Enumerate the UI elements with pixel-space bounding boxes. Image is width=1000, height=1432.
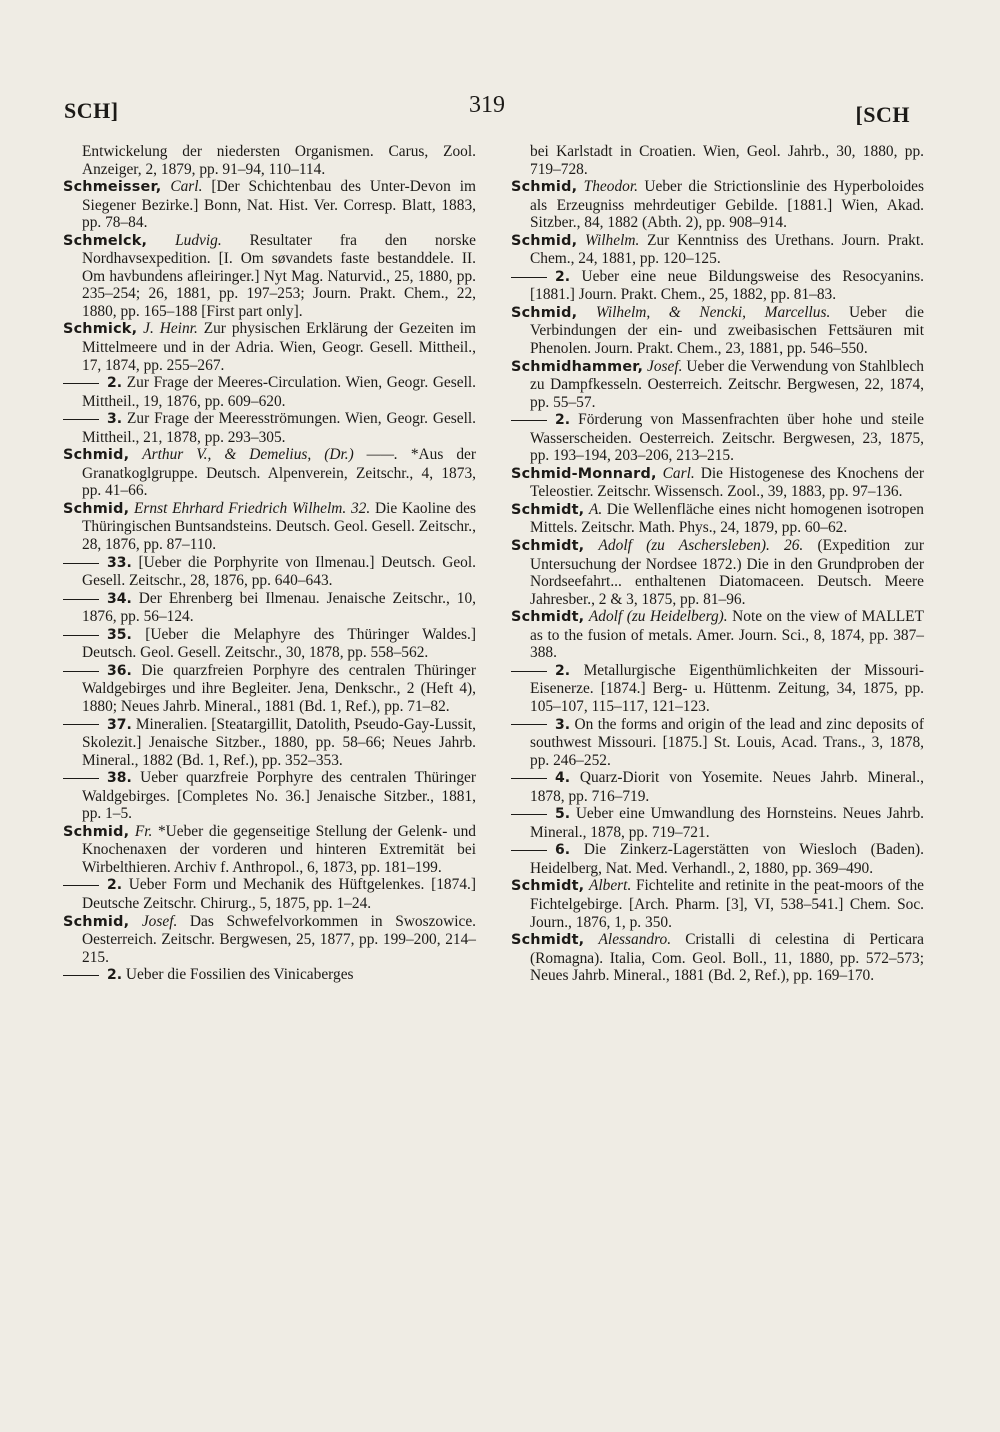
bibliography-entry xyxy=(511,411,924,465)
author-name: Schmid, xyxy=(511,179,578,196)
entry-number: 38. xyxy=(107,770,132,787)
ditto-dash xyxy=(63,563,99,564)
author-name: Schmidt, xyxy=(511,878,585,895)
ditto-dash xyxy=(63,635,99,636)
entry-text: Zur physischen Erklärung der Gezeiten im Mittelmeere und in der Adria. Wien, Geogr. Gesell. Mittheil., 17, 1874, pp. 255–267. xyxy=(82,320,476,374)
author-name: Schmidt, xyxy=(511,609,585,626)
bibliography-entry xyxy=(63,823,476,877)
ditto-dash xyxy=(63,383,99,384)
author-name: Schmid, xyxy=(63,500,130,517)
author-given-name: Ludvig. xyxy=(175,231,222,249)
entry-text: On the forms and origin of the lead and zinc deposits of southwest Missouri. [1875.] St. Louis, Acad. Trans., 3, 1878, pp. 246–252. xyxy=(530,715,924,769)
right-column xyxy=(511,143,924,985)
bibliography-entry xyxy=(511,662,924,716)
entry-text: Ueber eine neue Bildungsweise des Resocyanins. [1881.] Journ. Prakt. Chem., 25, 1882, pp. 81–83. xyxy=(530,267,924,304)
author-name: Schmid, xyxy=(511,232,578,249)
entry-text: Ueber die Verwendung von Stahlblech zu Dampfkesseln. Oesterreich. Zeitschr. Bergwesen, 22, 1874, pp. 55–57. xyxy=(530,357,924,411)
entry-text: Die Histogenese des Knochens der Teleostier. Zeitschr. Wissensch. Zool., 39, 1883, pp. 97–136. xyxy=(530,464,924,501)
author-given-name: Carl. xyxy=(662,464,695,482)
bibliography-entry xyxy=(63,178,476,232)
bibliography-entry xyxy=(63,374,476,410)
bibliography-entry xyxy=(63,716,476,770)
author-given-name: Carl. xyxy=(170,178,203,196)
ditto-dash xyxy=(63,599,99,600)
bibliography-entry xyxy=(511,716,924,770)
bibliography-entry xyxy=(63,590,476,626)
entry-text: (Expedition zur Untersuchung der Nordsee 1872.) Die in den Grundproben der Nordseefahrt... enthaltenen Diatomaceen. Deutsch. Meere Jahresber., 2 & 3, 1875, pp. 81–96. xyxy=(530,537,924,608)
bibliography-entry xyxy=(63,410,476,446)
ditto-dash xyxy=(511,850,547,851)
entry-number: 2. xyxy=(555,662,571,679)
entry-number: 2. xyxy=(555,268,571,285)
author-given-name: Josef. xyxy=(141,912,178,930)
ditto-dash xyxy=(63,419,99,420)
entry-text: Cristalli di celestina di Perticara (Romagna). Italia, Com. Geol. Boll., 11, 1880, pp. 572–573; Neues Jahrb. Mineral., 1881 (Bd. 2, Ref.), pp. 169–170. xyxy=(530,931,925,985)
entry-number: 2. xyxy=(107,967,123,984)
author-name: Schmidt, xyxy=(511,932,585,949)
entry-number: 35. xyxy=(107,626,132,643)
author-name: Schmidt, xyxy=(511,538,585,555)
entry-text: Entwickelung der niedersten Organismen. Carus, Zool. Anzeiger, 2, 1879, pp. 91–94, 110–114. xyxy=(82,143,476,178)
page-number: 319 xyxy=(469,92,505,118)
author-given-name: Adolf (zu Heidelberg). xyxy=(588,608,728,626)
entry-text: Die quarzfreien Porphyre des centralen Thüringer Waldgebirges und ihre Begleiter. Jena, Denkschr., 2 (Heft 4), 1880; Neues Jahrb. Mineral., 1881 (Bd. 1, Ref.), pp. 71–82. xyxy=(82,661,476,715)
bibliography-entry xyxy=(63,232,476,321)
author-given-name: J. Heinr. xyxy=(143,320,198,338)
ditto-dash xyxy=(511,724,547,725)
bibliography-entry xyxy=(63,626,476,662)
author-name: Schmid, xyxy=(511,304,578,321)
entry-text: [Der Schichtenbau des Unter-Devon im Siegener Bezirke.] Bonn, Nat. Hist. Ver. Corresp. Blatt, 1883, pp. 78–84. xyxy=(82,178,476,232)
author-name: Schmick, xyxy=(63,321,138,338)
entry-text: bei Karlstadt in Croatien. Wien, Geol. Jahrb., 30, 1880, pp. 719–728. xyxy=(530,143,924,178)
author-given-name: Wilhelm. xyxy=(585,231,640,249)
author-name: Schmelck, xyxy=(63,232,148,249)
bibliography-entry xyxy=(511,931,924,985)
entry-text: Ueber Form und Mechanik des Hüftgelenkes. [1874.] Deutsche Zeitschr. Chirurg., 5, 1875, pp. 1–24. xyxy=(82,876,476,912)
ditto-dash xyxy=(511,671,547,672)
ditto-dash xyxy=(63,975,99,976)
entry-text: Fichtelite and retinite in the peat-moors of the Fichtelgebirge. [Arch. Pharm. [3], VI, 538–541.] Chem. Soc. Journ., 1876, 1, p. 350. xyxy=(530,877,924,931)
left-column xyxy=(63,143,476,985)
author-given-name: Ernst Ehrhard Friedrich Wilhelm. 32. xyxy=(134,499,371,517)
bibliography-entry xyxy=(63,446,476,500)
entry-text: Ueber die Fossilien des Vinicaberges xyxy=(125,966,354,984)
author-name: Schmidhammer, xyxy=(511,358,644,375)
author-name: Schmid-Monnard, xyxy=(511,465,657,482)
entry-text: Der Ehrenberg bei Ilmenau. Jenaische Zeitschr., 10, 1876, pp. 56–124. xyxy=(82,589,476,626)
author-given-name: Adolf (zu Aschersleben). 26. xyxy=(598,537,804,555)
entry-text: Ueber die Verbindungen der ein- und zweibasischen Fettsäuren mit Phenolen. Journ. Prakt. Chem., 23, 1881, pp. 546–550. xyxy=(530,303,924,358)
ditto-dash xyxy=(63,778,99,779)
author-given-name: Josef. xyxy=(647,357,683,375)
ditto-dash xyxy=(63,671,99,672)
bibliography-entry xyxy=(511,178,924,232)
bibliography-entry xyxy=(63,662,476,716)
ditto-dash xyxy=(511,814,547,815)
entry-text: Zur Kenntniss des Urethans. Journ. Prakt. Chem., 24, 1881, pp. 120–125. xyxy=(530,231,924,268)
entry-number: 37. xyxy=(107,716,132,733)
entry-text: Quarz-Diorit von Yosemite. Neues Jahrb. Mineral., 1878, pp. 716–719. xyxy=(530,769,924,805)
author-given-name: Alessandro. xyxy=(598,931,672,949)
running-head xyxy=(64,92,910,128)
entry-number: 2. xyxy=(107,877,123,894)
entry-number: 4. xyxy=(555,770,571,787)
author-name: Schmid, xyxy=(63,823,130,840)
author-given-name: Arthur V., & Demelius, (Dr.) ——. xyxy=(142,446,398,464)
entry-text: Ueber quarzfreie Porphyre des centralen Thüringer Waldgebirges. [Completes No. 36.] Jenaische Sitzber., 1881, pp. 1–5. xyxy=(82,769,476,823)
bibliography-entry xyxy=(511,537,924,608)
bibliography-entry xyxy=(63,966,476,985)
bibliography-entry xyxy=(511,143,924,178)
entry-number: 3. xyxy=(107,411,123,428)
entry-text: Die Kaoline des Thüringischen Buntsandsteins. Deutsch. Geol. Gesell. Zeitschr., 28, 1876, pp. 87–110. xyxy=(82,499,476,554)
entry-number: 6. xyxy=(555,842,571,859)
entry-text: Förderung von Massenfrachten über hohe und steile Wasserscheiden. Oesterreich. Zeitschr. Bergwesen, 23, 1875, pp. 193–194, 203–206, 213–215. xyxy=(530,411,924,465)
bibliography-entry xyxy=(511,465,924,501)
author-given-name: A. xyxy=(588,500,603,518)
entry-text: Mineralien. [Steatargillit, Datolith, Pseudo-Gay-Lussit, Skolezit.] Jenaische Sitzber., 1880, pp. 58–66; Neues Jahrb. Mineral., 1882 (Bd. 1, Ref.), pp. 352–353. xyxy=(82,715,476,769)
author-name: Schmeisser, xyxy=(63,179,162,196)
entry-number: 3. xyxy=(555,716,571,733)
header-left: SCH] xyxy=(64,98,119,123)
entry-text: Zur Frage der Meeres-Circulation. Wien, Geogr. Gesell. Mittheil., 19, 1876, pp. 609–620. xyxy=(82,374,476,410)
entry-number: 33. xyxy=(107,554,132,571)
bibliography-entry xyxy=(511,268,924,304)
bibliography-entry xyxy=(511,769,924,805)
author-given-name: Wilhelm, & Nencki, Marcellus. xyxy=(595,303,831,321)
author-name: Schmid, xyxy=(63,913,130,930)
bibliography-entry xyxy=(63,876,476,912)
bibliography-entry xyxy=(511,304,924,358)
entry-text: Die Zinkerz-Lagerstätten von Wiesloch (Baden). Heidelberg, Nat. Med. Verhandl., 2, 1880, pp. 369–490. xyxy=(530,841,924,877)
entry-text: Zur Frage der Meeresströmungen. Wien, Geogr. Gesell. Mittheil., 21, 1878, pp. 293–305. xyxy=(82,410,476,446)
bibliography-entry xyxy=(511,608,924,662)
entry-text: Metallurgische Eigenthümlichkeiten der Missouri-Eisenerze. [1874.] Berg- u. Hüttenm. Zeitung, 34, 1875, pp. 105–107, 115–117, 121–123. xyxy=(530,661,924,715)
bibliography-entry xyxy=(511,501,924,537)
ditto-dash xyxy=(511,420,547,421)
entry-text: [Ueber die Melaphyre des Thüringer Waldes.] Deutsch. Geol. Gesell. Zeitschr., 30, 1878, pp. 558–562. xyxy=(82,625,476,662)
author-name: Schmid, xyxy=(63,447,130,464)
author-given-name: Theodor. xyxy=(583,178,638,196)
bibliography-entry xyxy=(511,841,924,877)
bibliography-entry xyxy=(63,500,476,554)
entry-text: Die Wellenfläche eines nicht homogenen isotropen Mittels. Zeitschr. Math. Phys., 24, 1879, pp. 60–62. xyxy=(530,500,924,537)
entry-number: 36. xyxy=(107,662,132,679)
bibliography-entry xyxy=(511,877,924,931)
entry-number: 2. xyxy=(107,375,123,392)
author-name: Schmidt, xyxy=(511,501,585,518)
entry-text: Das Schwefelvorkommen in Swoszowice. Oesterreich. Zeitschr. Bergwesen, 25, 1877, pp. 199–200, 214–215. xyxy=(82,912,476,966)
entry-number: 2. xyxy=(555,412,571,429)
header-right: [SCH xyxy=(855,102,910,127)
bibliography-entry xyxy=(511,805,924,841)
entry-text: Note on the view of MALLET as to the fusion of metals. Amer. Journ. Sci., 8, 1874, pp. 387–388. xyxy=(530,608,924,662)
ditto-dash xyxy=(511,778,547,779)
entry-number: 5. xyxy=(555,806,571,823)
entry-text: Ueber die Strictionslinie des Hyperboloides als Erzeugniss mehrdeutiger Gebilde. [1881.] Wien, Akad. Sitzber., 84, 1882 (Abth. 2), pp. 908–914. xyxy=(530,178,924,232)
bibliography-entry xyxy=(511,358,924,412)
ditto-dash xyxy=(63,885,99,886)
entry-text: *Aus der Granatkoglgruppe. Deutsch. Alpenverein, Zeitschr., 4, 1873, pp. 41–66. xyxy=(82,446,476,500)
entry-number: 34. xyxy=(107,590,132,607)
bibliography-entry xyxy=(63,143,476,178)
bibliography-entry xyxy=(63,769,476,823)
entry-text: [Ueber die Porphyrite von Ilmenau.] Deutsch. Geol. Gesell. Zeitschr., 28, 1876, pp. 640–643. xyxy=(82,553,476,590)
ditto-dash xyxy=(511,277,547,278)
bibliography-entry xyxy=(511,232,924,268)
ditto-dash xyxy=(63,724,99,725)
entry-text: Ueber eine Umwandlung des Hornsteins. Neues Jahrb. Mineral., 1878, pp. 719–721. xyxy=(530,805,924,841)
bibliography-entry xyxy=(63,913,476,967)
bibliography-entry xyxy=(63,320,476,374)
author-given-name: Fr. xyxy=(134,822,153,840)
entry-text: *Ueber die gegenseitige Stellung der Gelenk- und Knochenaxen der vorderen und hinteren Extremität bei Wirbelthieren. Archiv f. Anthropol., 6, 1873, pp. 181–199. xyxy=(82,822,476,876)
author-given-name: Albert. xyxy=(588,877,632,895)
bibliography-entry xyxy=(63,554,476,590)
entry-text: Resultater fra den norske Nordhavsexpedition. [I. Om søvandets faste bestanddele. II. Om havbundens afleiringer.] Nyt Mag. Naturvid., 25, 1880, pp. 235–254; 26, 1881, pp. 197–253; Journ. Prakt. Chem., 22, 1880, pp. 165–188 [First part only]. xyxy=(82,231,476,320)
